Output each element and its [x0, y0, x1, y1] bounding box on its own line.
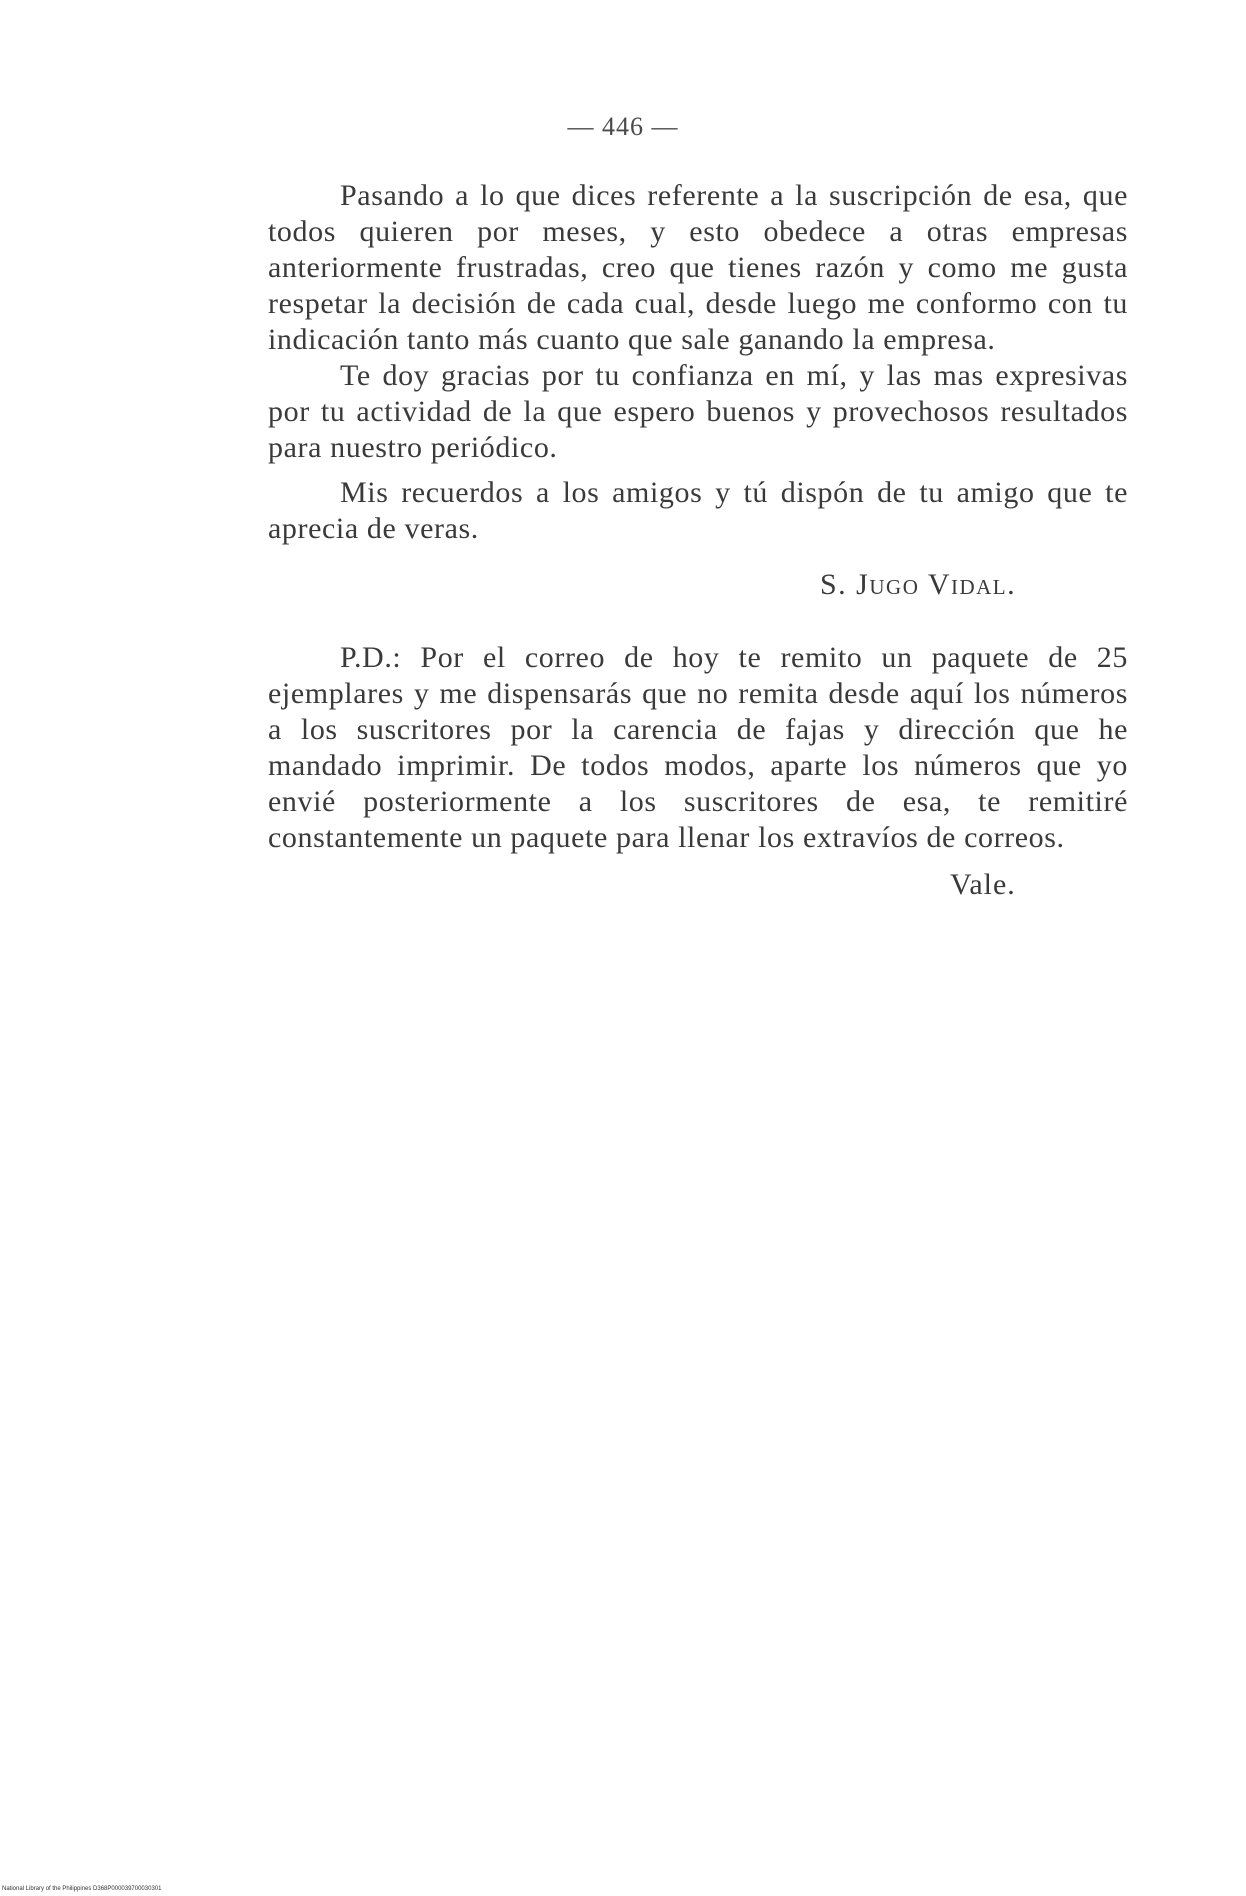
paragraph-regards: Mis recuerdos a los amigos y tú dispón de tu amigo que te aprecia de veras. [268, 476, 1128, 545]
closing-vale: Vale. [950, 868, 1016, 901]
paragraph-subscription: Pasando a lo que dices referente a la suscripción de esa, que todos quieren por meses, y esto obedece a otras empresas anteriormente frustradas, creo que tienes razón y como me gusta respetar la decisión de cada cual, desde luego me conformo con tu indicación tanto más cuanto que sale ganando la empresa. [268, 179, 1128, 356]
paragraph-postscript: P.D.: Por el correo de hoy te remito un paquete de 25 ejemplares y me dispensarás que no remita desde aquí los números a los suscritores por la carencia de fajas y dirección que he mandado imprimir. De todos modos, aparte los números que yo envié posteriormente a los suscritores de esa, te remitiré constantemente un paquete para llenar los extravíos de correos. [268, 641, 1128, 854]
signature: S. Jugo Vidal. [820, 568, 1017, 601]
page-number: — 446 — [567, 112, 679, 141]
paragraph-thanks: Te doy gracias por tu confianza en mí, y las mas expresivas por tu actividad de la que espero buenos y provechosos resultados para nuestro periódico. [268, 359, 1128, 464]
archive-footer: National Library of the Philippines D368P000039700030301 [2, 1886, 162, 1892]
